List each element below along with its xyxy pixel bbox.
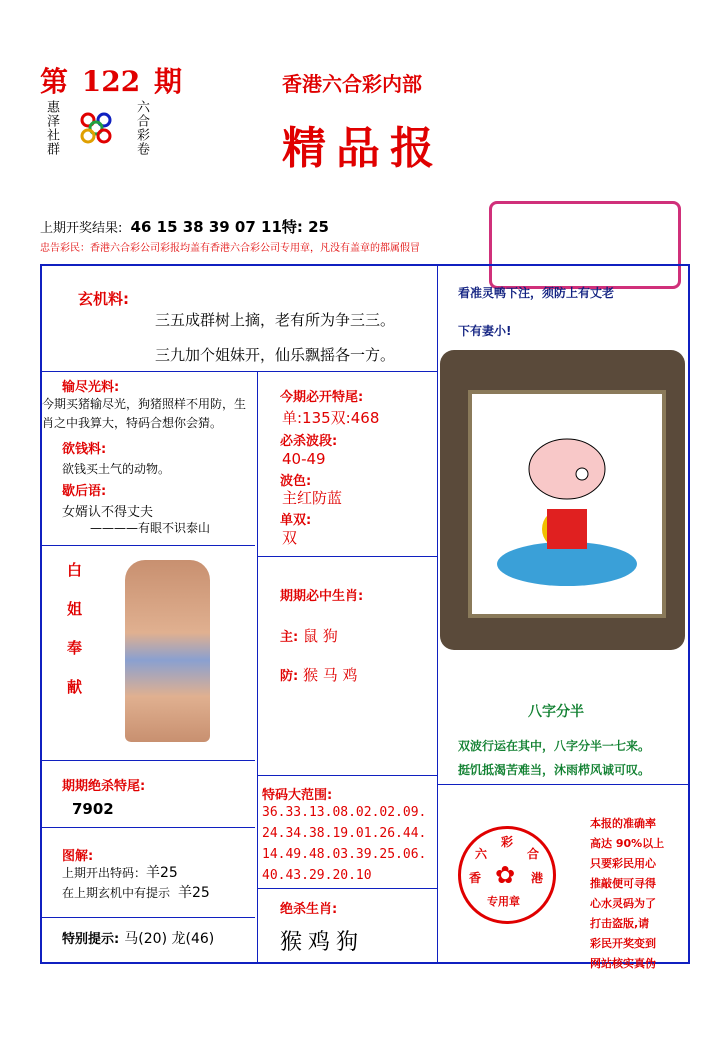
accuracy-line: 本报的准确率 [590,817,656,830]
tujie-line2-label: 在上期玄机中有提示 [62,886,171,900]
ornate-frame-image [440,350,685,650]
org-name: 香港六合彩内部 [282,72,422,96]
shujin-label: 输尽光料: [62,380,120,395]
grid-row3c [437,784,689,785]
tebie-label: 特别提示: [62,932,120,947]
xiehouyu-label: 歇后语: [62,484,107,499]
right-top-line2: 下有妻小! [458,324,512,338]
accuracy-line: 高达 90%以上 [590,837,665,850]
grid-row3b [257,775,437,776]
accuracy-block [590,814,664,974]
accuracy-line: 网站核实真伪 [590,957,656,970]
tujie-line1-label: 上期开出特码： [62,866,147,880]
juesha-tewei-label: 期期绝杀特尾: [62,779,146,794]
bazi-line2: 挺饥抵渴苦难当，沐雨栉风诚可叹。 [458,763,651,777]
xiehouyu-line1: 女婿认不得丈夫 [62,505,154,520]
grid-row5 [40,917,255,918]
issue-heading [40,60,182,100]
tebie-line [62,928,214,948]
shengxiao-fang-label: 防: [280,669,299,684]
stamp-char: 港 [531,871,544,885]
results-line [40,216,329,237]
grid-row2b [257,556,437,557]
bazi-line1: 双波行运在其中，八字分半一七来。 [458,739,651,753]
tujie-line1-value: 羊25 [146,865,178,881]
xuanji-label: 玄机料: [78,290,129,308]
fanwei-row: 40.43.29.20.10 [262,868,372,883]
shengxiao-main [280,625,338,646]
tewei-value1: 单:135双:468 [282,409,380,427]
grid-mid-left [257,372,258,962]
baijie-text: 白姐奉献 [65,562,83,718]
shengxiao-label: 期期必中生肖: [280,589,364,604]
shujin-text: 今期买猪输尽光，狗猪照样不用防，生肖之中我算大，特码合想你会猜。 [42,397,247,430]
xuanji-line1: 三五成群树上摘，老有所为争三三。 [155,311,396,329]
stamp-char: 合 [527,847,540,861]
stamp-char: 香 [469,871,482,885]
grid-row3 [40,760,255,761]
accuracy-line: 打击盗版,请 [590,917,650,930]
pig-cartoon-icon [472,394,662,614]
grid-row2 [40,545,255,546]
official-stamp [458,826,556,924]
tewei-label3: 波色: [280,474,312,489]
accuracy-line: 彩民开奖变到 [590,937,656,950]
issue-number: 122 [81,65,141,98]
results-label: 上期开奖结果: [40,221,123,236]
shengxiao-fang [280,664,358,685]
yuqian-label: 欲钱料: [62,442,107,457]
grid-right [688,264,690,964]
grid-left [40,264,42,964]
accuracy-line: 心水灵码为了 [590,897,656,910]
model-photo [125,560,210,742]
flower-icon: ✿ [495,861,516,889]
warning-text: 忠告彩民：香港六合彩公司彩报均盖有香港六合彩公司专用章，凡没有盖章的都属假冒 [40,243,420,254]
fanwei-list [262,802,426,886]
right-top-line1: 看准灵鸭下注，须防上有丈老 [458,286,615,300]
fanwei-label: 特码大范围: [262,788,333,803]
bazi-title: 八字分半 [528,704,584,720]
grid-mid-right [437,264,438,784]
stamp-placeholder-box [489,201,681,289]
tewei-value4: 双 [282,529,298,547]
grid-mid-right-lower [437,785,438,963]
tujie-label: 图解: [62,849,94,864]
six-rings-logo-icon [78,110,114,146]
juesha-tewei-value: 7902 [72,800,114,818]
tewei-value3: 主红防蓝 [282,489,343,507]
issue-suffix: 期 [153,65,182,98]
yuqian-text: 欲钱买土气的动物。 [62,462,171,476]
results-numbers: 46 15 38 39 07 11特: 25 [130,218,329,236]
juesha-sx-value: 猴鸡狗 [280,930,365,955]
tewei-label1: 今期必开特尾: [280,390,364,405]
stamp-char: 六 [475,847,488,861]
tujie-line1 [62,862,178,882]
grid-row4b [257,888,437,889]
right-vertical-text: 六合彩卷 [134,100,149,156]
tebie-value: 马(20) 龙(46) [124,931,215,947]
tewei-label4: 单双: [280,513,312,528]
tewei-value2: 40-49 [282,450,326,468]
juesha-sx-label: 绝杀生肖: [280,902,338,917]
page-title: 精品报 [282,123,444,174]
tewei-label2: 必杀波段: [280,434,338,449]
tujie-line2 [62,882,210,902]
shengxiao-fang-value: 猴 马 鸡 [302,666,358,684]
stamp-char: 专用章 [487,895,520,908]
fanwei-row: 36.33.13.08.02.02.09. [262,805,427,820]
fanwei-row: 14.49.48.03.39.25.06. [262,847,427,862]
issue-prefix: 第 [40,65,69,98]
accuracy-line: 只要彩民用心 [590,857,656,870]
shengxiao-main-value: 鼠 狗 [302,627,338,645]
shengxiao-main-label: 主: [280,630,299,645]
accuracy-line: 推敲便可寻得 [590,877,656,890]
tujie-line2-value: 羊25 [178,885,210,901]
stamp-char: 彩 [501,835,514,849]
fanwei-row: 24.34.38.19.01.26.44. [262,826,427,841]
xuanji-line2: 三九加个姐妹开，仙乐飘摇各一方。 [155,346,396,364]
grid-row4 [40,827,255,828]
grid-top [40,264,689,266]
grid-row1 [40,371,437,372]
xiehouyu-line2: ————有眼不识泰山 [90,521,211,535]
left-vertical-text: 惠泽社群 [44,100,59,156]
